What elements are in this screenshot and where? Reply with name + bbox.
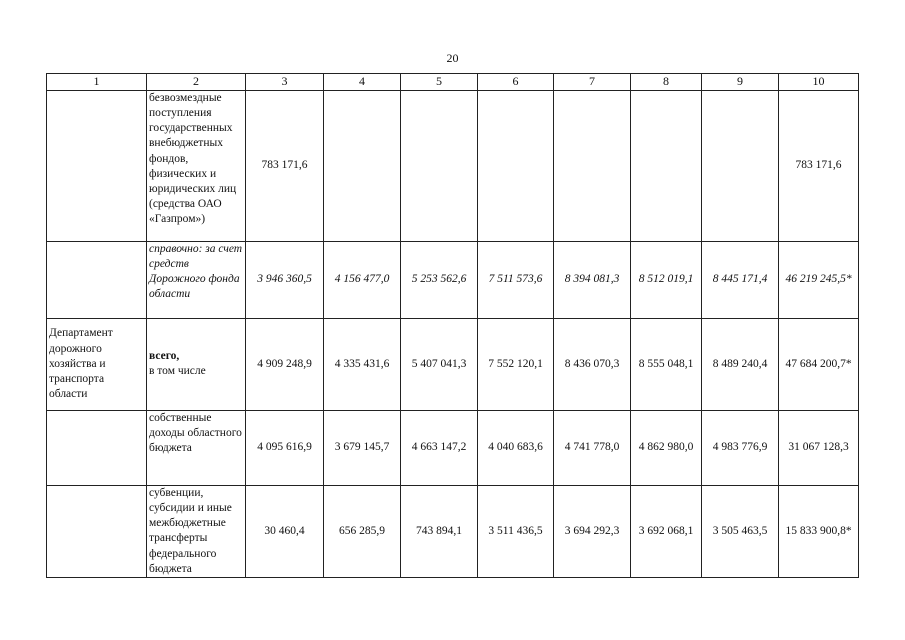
value-cell: 3 679 145,7	[324, 410, 401, 485]
value-cell: 4 862 980,0	[631, 410, 702, 485]
total-value-cell: 47 684 200,7*	[779, 318, 859, 410]
item-label-cell: справочно: за счет средств Дорожного фонда области	[147, 241, 246, 318]
column-number: 9	[702, 74, 779, 91]
value-cell: 30 460,4	[246, 485, 324, 577]
column-number: 4	[324, 74, 401, 91]
value-cell: 3 692 068,1	[631, 485, 702, 577]
table-row	[47, 410, 859, 485]
value-cell: 8 436 070,3	[554, 318, 631, 410]
value-cell: 5 407 041,3	[401, 318, 478, 410]
value-cell: 7 552 120,1	[478, 318, 554, 410]
value-cell	[631, 90, 702, 241]
value-cell: 8 489 240,4	[702, 318, 779, 410]
total-value-cell: 31 067 128,3	[779, 410, 859, 485]
table-row	[47, 485, 859, 577]
value-cell: 8 394 081,3	[554, 241, 631, 318]
column-number-row	[47, 74, 859, 91]
value-cell: 4 909 248,9	[246, 318, 324, 410]
value-cell: 5 253 562,6	[401, 241, 478, 318]
value-cell: 656 285,9	[324, 485, 401, 577]
value-cell	[401, 90, 478, 241]
value-cell: 8 512 019,1	[631, 241, 702, 318]
column-number: 2	[147, 74, 246, 91]
value-cell	[478, 90, 554, 241]
column-number: 6	[478, 74, 554, 91]
value-cell	[324, 90, 401, 241]
item-label-cell: субвенции, субсидии и иные межбюджетные трансферты федерального бюджета	[147, 485, 246, 577]
column-number: 8	[631, 74, 702, 91]
value-cell: 4 663 147,2	[401, 410, 478, 485]
department-cell: Департамент дорожного хозяйства и транспорта области	[47, 318, 147, 410]
page-number: 20	[446, 51, 459, 65]
department-cell	[47, 410, 147, 485]
value-cell: 8 555 048,1	[631, 318, 702, 410]
column-number: 10	[779, 74, 859, 91]
value-cell: 7 511 573,6	[478, 241, 554, 318]
value-cell: 4 983 776,9	[702, 410, 779, 485]
value-cell: 4 741 778,0	[554, 410, 631, 485]
budget-table	[46, 73, 859, 578]
value-cell: 4 335 431,6	[324, 318, 401, 410]
total-value-cell: 783 171,6	[779, 90, 859, 241]
item-label-rest: в том числе	[149, 365, 206, 378]
item-label-cell	[147, 318, 246, 410]
item-label-bold: всего,	[149, 350, 180, 363]
value-cell: 3 694 292,3	[554, 485, 631, 577]
column-number: 1	[47, 74, 147, 91]
value-cell: 3 505 463,5	[702, 485, 779, 577]
column-number: 7	[554, 74, 631, 91]
department-cell	[47, 90, 147, 241]
table-row	[47, 241, 859, 318]
column-number: 5	[401, 74, 478, 91]
value-cell: 783 171,6	[246, 90, 324, 241]
table-row	[47, 90, 859, 241]
item-label-cell: собственные доходы областного бюджета	[147, 410, 246, 485]
item-label-cell: безвозмездные поступления государственных внебюджетных фондов, физических и юридических лиц (средства ОАО «Газпром»)	[147, 90, 246, 241]
department-cell	[47, 241, 147, 318]
value-cell: 3 511 436,5	[478, 485, 554, 577]
value-cell: 4 156 477,0	[324, 241, 401, 318]
column-number: 3	[246, 74, 324, 91]
department-cell	[47, 485, 147, 577]
value-cell	[702, 90, 779, 241]
value-cell	[554, 90, 631, 241]
table-row	[47, 318, 859, 410]
total-value-cell: 15 833 900,8*	[779, 485, 859, 577]
total-value-cell: 46 219 245,5*	[779, 241, 859, 318]
value-cell: 4 040 683,6	[478, 410, 554, 485]
value-cell: 743 894,1	[401, 485, 478, 577]
value-cell: 3 946 360,5	[246, 241, 324, 318]
value-cell: 8 445 171,4	[702, 241, 779, 318]
value-cell: 4 095 616,9	[246, 410, 324, 485]
